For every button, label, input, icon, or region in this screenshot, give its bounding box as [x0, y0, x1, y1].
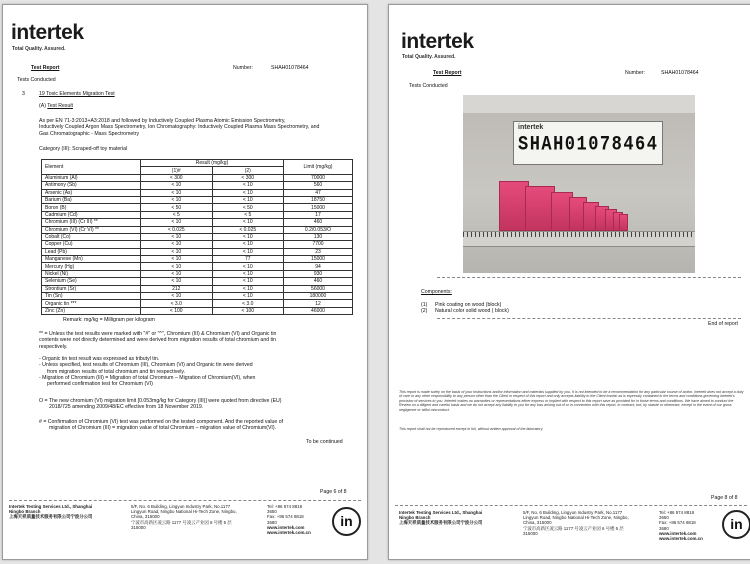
cell-element: Organic tin ***: [42, 300, 141, 307]
table-row: [42, 278, 353, 285]
cell-result-1: < 10: [141, 293, 213, 300]
footer-company: [9, 504, 127, 520]
ruler: [463, 231, 695, 247]
note-line: respectively.: [39, 343, 68, 350]
cell-result-1: < 10: [141, 196, 213, 203]
cell-element: Chromium (III) (Cr III) **: [42, 219, 141, 226]
tel-ext: 3650: [659, 515, 669, 521]
cell-result-1: < 10: [141, 233, 213, 240]
label-brand: intertek: [518, 124, 544, 131]
cell-result-2: < 10: [212, 278, 284, 285]
table-row: [42, 300, 353, 307]
cell-element: Antimony (Sb): [42, 182, 141, 189]
component-text: Pink coating on wood (block): [435, 302, 502, 308]
results-table: [41, 159, 353, 315]
footer-divider: [395, 505, 747, 506]
cell-element: Zinc (Zn): [42, 307, 141, 314]
address-line: 5/F, No. 6 Building, Lingyun Industry Park, No.1177: [523, 510, 623, 515]
bullet-line: from migration results of total chromium and tin respectively.: [47, 368, 185, 375]
page-number: Page 6 of 8: [320, 489, 347, 495]
cell-result-2: 77: [212, 256, 284, 263]
table-row: [42, 263, 353, 270]
intertek-logo: intertek: [11, 21, 84, 44]
cell-result-1: < 10: [141, 241, 213, 248]
table-row: [42, 226, 353, 233]
tagline: Total Quality. Assured.: [402, 54, 456, 60]
cell-limit: 94: [284, 263, 353, 270]
component-text: Natural color solid wood ( block): [435, 308, 509, 315]
fax: Fax: +86 574 8818: [267, 514, 304, 520]
end-of-report: End of report: [708, 321, 738, 327]
note-line: # = Confirmation of Chromium (VI) test was performed on the tested component. And the reported value of: [39, 419, 284, 425]
report-number: SHAH01078464: [661, 70, 699, 76]
cell-result-2: < 10: [212, 196, 284, 203]
components-title: Components:: [421, 289, 452, 295]
cell-element: Barium (Ba): [42, 196, 141, 203]
cell-result-2: < 10: [212, 270, 284, 277]
test-report-label: Test Report: [433, 70, 462, 76]
footer-address: [523, 510, 655, 536]
table-row: [42, 270, 353, 277]
company-name: Intertek Testing Services Ltd., Shanghai: [399, 510, 483, 515]
cell-limit: 47: [284, 189, 353, 196]
disclaimer-reproduction: This report shall not be reproduced except in full, without written approval of the laboratory.: [399, 427, 544, 431]
pink-block: [619, 214, 628, 231]
cell-result-1: < 10: [141, 270, 213, 277]
intertek-logo: intertek: [401, 30, 474, 53]
table-row: [42, 241, 353, 248]
cell-result-2: < 10: [212, 263, 284, 270]
cell-result-2: < 0.025: [212, 226, 284, 233]
disclaimer: This report is made solely on the basis of your instructions and/or information and materials supplied by you. It is not intended to be a recommendation for any particular course of action. Intertek does not accept a duty of care or any other responsibility to any person other than the Client in respect of this report and only accepts liability to the Client insofar as is expressly contained in the terms and conditions governing Intertek's provision of services to you. Intertek makes no warranties or representations either express or implied with respect to this report save as provided for in those terms and conditions. We have aimed to conduct the Review on a diligent and careful basis and we do not accept any liability to you for any loss arising out of or in connection with this report, in contract, tort, by statute or otherwise, except in the event of our gross negligence or wilful misconduct.: [399, 390, 744, 412]
cell-element: Tin (Sn): [42, 293, 141, 300]
cell-result-2: < 10: [212, 285, 284, 292]
label-number: SHAH01078464: [518, 134, 659, 157]
note-hash: [39, 419, 359, 432]
cell-limit: 180000: [284, 293, 353, 300]
company-name-cn: 上海天祥质量技术服务有限公司宁波分公司: [9, 514, 93, 520]
intertek-in-logo-icon: in: [332, 507, 361, 536]
tests-conducted: Tests Conducted: [409, 83, 448, 89]
footer-divider: [9, 500, 361, 501]
tests-conducted: Tests Conducted: [17, 77, 56, 83]
table-row: [42, 204, 353, 211]
cell-limit: 130: [284, 233, 353, 240]
branch-name: Ningbo Branch: [399, 515, 431, 521]
cell-result-2: < 3.0: [212, 300, 284, 307]
tel: Tel: +86 574 8818: [267, 504, 303, 509]
component-no: (1): [421, 302, 428, 308]
cell-limit: 7700: [284, 241, 353, 248]
bullet-notes: [39, 356, 359, 387]
tagline: Total Quality. Assured.: [12, 46, 66, 52]
number-label: Number:: [233, 65, 253, 71]
cell-result-2: < 300: [212, 174, 284, 181]
cell-result-1: 212: [141, 285, 213, 292]
table-row: [42, 307, 353, 314]
cell-result-1: < 10: [141, 219, 213, 226]
bullet-line: - Organic tin test result was expressed as tributyl tin.: [39, 356, 160, 362]
cell-result-1: < 10: [141, 256, 213, 263]
subsection-a: [39, 103, 73, 109]
table-row: [42, 285, 353, 292]
bullet-line: performed confirmation test for Chromium (VI): [47, 381, 153, 388]
address-line-cn: 315000: [131, 524, 146, 530]
footer-address: [131, 504, 263, 530]
cell-element: Aluminium (Al): [42, 174, 141, 181]
cell-limit: 18750: [284, 196, 353, 203]
cell-element: Strontium (Sr): [42, 285, 141, 292]
cell-limit: 0.2/0.053/O: [284, 226, 353, 233]
fax-ext: 3680: [659, 525, 669, 531]
cell-limit: 46000: [284, 307, 353, 314]
cell-limit: 930: [284, 270, 353, 277]
cell-element: Copper (Cu): [42, 241, 141, 248]
ruler-ticks: [463, 232, 695, 237]
cell-limit: 460: [284, 219, 353, 226]
cell-element: Manganese (Mn): [42, 256, 141, 263]
bullet-line: - Migration of Chromium (III) = Migration of total Chromium – Migration of Chromium(VI), when: [39, 374, 256, 381]
cell-result-1: < 100: [141, 307, 213, 314]
bullet-line: - Unless specified, test results of Chromium (III), Chromium (VI) and Organic tin were derived: [39, 362, 253, 369]
table-row: [42, 182, 353, 189]
test-report-label: Test Report: [31, 65, 60, 71]
sample-label-card: [513, 121, 663, 165]
to-be-continued: To be continued: [306, 439, 343, 445]
number-label: Number:: [625, 70, 645, 76]
header-result-2: (2): [212, 167, 284, 174]
cell-result-1: < 0.025: [141, 226, 213, 233]
branch-name: Ningbo Branch: [9, 509, 41, 515]
cell-result-2: < 5: [212, 211, 284, 218]
header-limit: Limit (mg/kg): [284, 160, 353, 175]
component-no: (2): [421, 308, 428, 315]
report-page-6: [2, 4, 368, 560]
note-line: 2018/725 amending 2009/48/EC effective from 18 November 2019.: [49, 404, 204, 411]
cell-result-2: < 10: [212, 248, 284, 255]
cell-element: Lead (Pb): [42, 248, 141, 255]
cell-result-1: < 50: [141, 204, 213, 211]
address-line: China, 315000: [523, 520, 552, 526]
table-row: [42, 189, 353, 196]
cell-limit: 23: [284, 248, 353, 255]
cell-result-1: < 3.0: [141, 300, 213, 307]
cell-element: Chromium (VI) (Cr VI) **: [42, 226, 141, 233]
cell-element: Arsenic (As): [42, 189, 141, 196]
note-line: contents were not directly determined and were derived from migration results of total chromium and tin: [39, 337, 277, 344]
note-line: O = The new chromium (VI) migration limit [0.053mg/kg for Category (III)] were quoted from directive (EU): [39, 398, 282, 404]
table-row: [42, 248, 353, 255]
cell-result-1: < 10: [141, 182, 213, 189]
address-line: China, 315000: [131, 514, 160, 520]
website[interactable]: www.intertek.com: [659, 530, 697, 536]
table-row: [42, 211, 353, 218]
method-text: [39, 118, 361, 137]
website-cn[interactable]: www.intertek.com.cn: [267, 530, 311, 536]
table-row: [42, 256, 353, 263]
footer-contact: [659, 510, 721, 541]
cell-result-2: < 10: [212, 182, 284, 189]
cell-result-1: < 10: [141, 278, 213, 285]
cell-result-2: < 10: [212, 189, 284, 196]
cell-limit: 12: [284, 300, 353, 307]
cell-element: Nickel (Ni): [42, 270, 141, 277]
results-table-body: [42, 174, 353, 314]
method-line: Gas Chromatographic - Mass Spectrometry: [39, 130, 140, 137]
sample-photo: [463, 95, 695, 273]
footer-company: [399, 510, 517, 526]
cell-limit: 460: [284, 278, 353, 285]
section-title: 19 Toxic Elements Migration Test: [39, 91, 115, 97]
cell-result-1: < 300: [141, 174, 213, 181]
cell-limit: 15000: [284, 256, 353, 263]
address-line-cn: 315000: [523, 530, 538, 536]
cell-limit: 17: [284, 211, 353, 218]
section-number: 3: [22, 91, 25, 97]
address-line-cn: 宁波市高新区凌云路 1177 号凌云产业园 6 号楼 5 层: [131, 519, 232, 525]
cell-element: Cobalt (Co): [42, 233, 141, 240]
header-result: Result (mg/kg): [141, 160, 284, 167]
cell-result-2: < 10: [212, 293, 284, 300]
table-row: [42, 196, 353, 203]
cell-result-2: < 50: [212, 204, 284, 211]
cell-element: Selenium (Se): [42, 278, 141, 285]
intertek-in-logo-icon: in: [722, 510, 750, 539]
method-line: As per EN 71-3:2013+A3:2018 and followed by Inductively Coupled Plasma Atomic Emission Spectrometry,: [39, 118, 286, 124]
address-line: Lingyun Road, Ningbo National Hi-Tech Zone, Ningbo,: [131, 509, 237, 515]
component-item: [421, 308, 509, 314]
components-divider-bottom: [437, 318, 741, 319]
category-text: Category (III): Scraped-off toy material: [39, 146, 128, 152]
website-cn[interactable]: www.intertek.com.cn: [659, 536, 703, 542]
fax-ext: 3680: [267, 519, 277, 525]
table-header-row: [42, 160, 353, 167]
website[interactable]: www.intertek.com: [267, 524, 305, 530]
table-row: [42, 219, 353, 226]
cell-result-2: < 10: [212, 233, 284, 240]
company-name-cn: 上海天祥质量技术服务有限公司宁波分公司: [399, 520, 483, 526]
tel-ext: 3650: [267, 509, 277, 515]
note-unless: [39, 331, 359, 350]
cell-result-2: < 10: [212, 219, 284, 226]
footer-contact: [267, 504, 329, 535]
header-result-1: (1)#: [141, 167, 213, 174]
photo-backdrop: [463, 95, 695, 113]
header-element: Element: [42, 160, 141, 175]
cell-limit: 70000: [284, 174, 353, 181]
company-name: Intertek Testing Services Ltd., Shanghai: [9, 504, 93, 509]
cell-element: Mercury (Hg): [42, 263, 141, 270]
report-page-8: [388, 4, 750, 560]
cell-result-2: < 100: [212, 307, 284, 314]
table-row: [42, 174, 353, 181]
components-divider-top: [437, 277, 741, 278]
tel: Tel: +86 574 8818: [659, 510, 695, 515]
method-line: Inductively Coupled Argon Mass Spectrometry, Ion Chromatography: Inductively Coupled Plasma Mass Spectrometry, and: [39, 124, 320, 131]
note-line: migration of Chromium (III) = migration value of total Chromium – migration value of Chromium(VI).: [49, 425, 277, 432]
note-o: [39, 398, 359, 411]
cell-result-1: < 10: [141, 189, 213, 196]
subsection-a-prefix: (A): [39, 103, 46, 109]
report-number: SHAH01078464: [271, 65, 309, 71]
note-line: ** = Unless the test results were marked with "#" or "^", Chromium (III) & Chromium (VI) and Organic tin: [39, 331, 277, 337]
table-row: [42, 293, 353, 300]
address-line: Lingyun Road, Ningbo National Hi-Tech Zone, Ningbo,: [523, 515, 629, 521]
cell-result-1: < 10: [141, 248, 213, 255]
components-list: [421, 302, 509, 315]
cell-limit: 560: [284, 182, 353, 189]
cell-result-1: < 5: [141, 211, 213, 218]
cell-limit: 56000: [284, 285, 353, 292]
cell-result-2: < 10: [212, 241, 284, 248]
table-row: [42, 233, 353, 240]
cell-element: Cadmium (Cd): [42, 211, 141, 218]
address-line: 5/F, No. 6 Building, Lingyun Industry Park, No.1177: [131, 504, 231, 509]
cell-result-1: < 10: [141, 263, 213, 270]
cell-limit: 15000: [284, 204, 353, 211]
cell-element: Boron (B): [42, 204, 141, 211]
page-number: Page 8 of 8: [711, 495, 738, 501]
fax: Fax: +86 574 8818: [659, 520, 696, 526]
subsection-a-title: Test Result: [47, 103, 73, 109]
remark: Remark: mg/kg = Milligram per kilogram: [63, 317, 155, 323]
address-line-cn: 宁波市高新区凌云路 1177 号凌云产业园 6 号楼 5 层: [523, 525, 624, 531]
